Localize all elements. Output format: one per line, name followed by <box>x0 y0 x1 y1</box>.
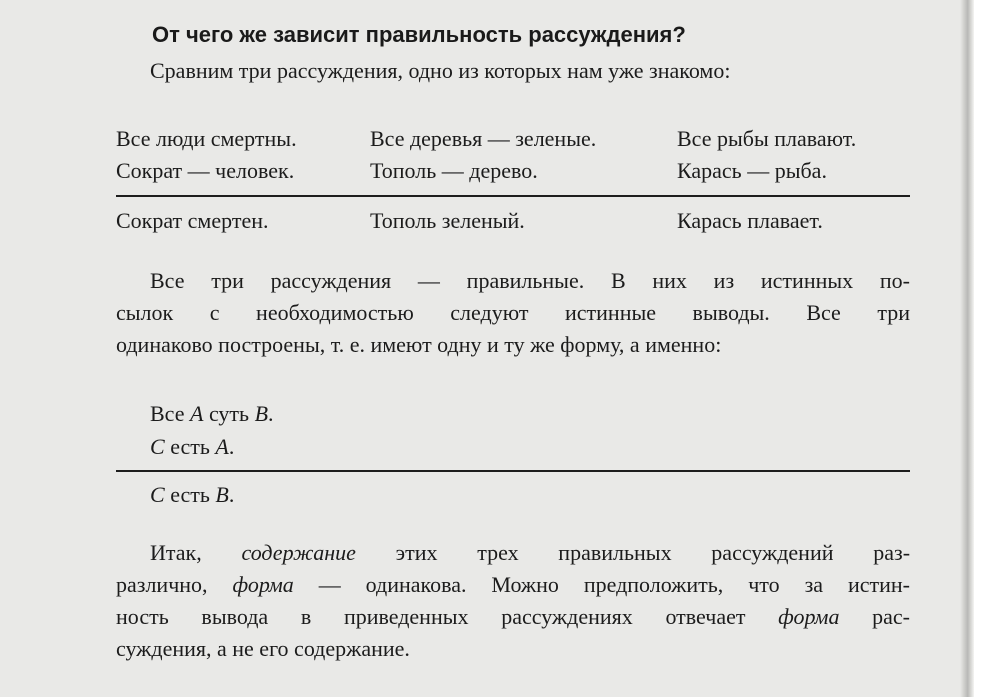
variable-b: B <box>215 482 229 507</box>
page-gutter-shadow <box>960 0 974 697</box>
syllogism-3-premise-1: Все рыбы плавают. <box>677 126 857 151</box>
period: . <box>228 482 235 507</box>
paragraph-2-line-1 <box>116 540 910 566</box>
word-are: суть <box>208 401 250 426</box>
text-fragment: Итак, <box>150 540 202 565</box>
text-fragment: — одинакова. Можно предположить, что за истин- <box>318 572 911 597</box>
variable-c: C <box>150 434 165 459</box>
period: . <box>268 401 274 426</box>
word-is: есть <box>170 434 210 459</box>
variable-a: A <box>189 401 204 426</box>
paragraph-2-line-2 <box>116 572 910 598</box>
form-premise-2 <box>150 434 234 460</box>
word-is: есть <box>170 482 210 507</box>
paragraph-1-line-3: одинаково построены, т. е. имеют одну и ту же форму, а именно: <box>116 332 722 357</box>
syllogism-divider <box>116 195 910 197</box>
emphasis-form: форма <box>232 572 294 597</box>
syllogism-2-premise-1: Все деревья — зеленые. <box>370 126 597 151</box>
text-fragment: ность вывода в приведенных рассуждениях отвечает <box>116 604 746 629</box>
paragraph-2-line-4: суждения, а не его содержание. <box>116 636 410 661</box>
syllogism-2-premise-2: Тополь — дерево. <box>370 158 538 183</box>
intro-text: Сравним три рассуждения, одно из которых нам уже знакомо: <box>150 58 731 83</box>
syllogism-1-premise-1: Все люди смертны. <box>116 126 297 151</box>
emphasis-content: содержание <box>241 540 356 565</box>
variable-b: B <box>254 401 269 426</box>
text-fragment: рас- <box>872 604 911 629</box>
period: . <box>228 434 235 459</box>
form-premise-1 <box>150 401 274 427</box>
syllogism-2-conclusion: Тополь зеленый. <box>370 208 525 233</box>
syllogism-1-premise-2: Сократ — человек. <box>116 158 295 183</box>
form-divider <box>116 470 910 472</box>
section-heading: От чего же зависит правильность рассуждения? <box>152 22 686 47</box>
text-fragment: этих трех правильных рассуждений раз- <box>395 540 911 565</box>
emphasis-form: форма <box>778 604 840 629</box>
variable-a: A <box>215 434 229 459</box>
form-conclusion <box>150 482 234 508</box>
paragraph-2-line-3 <box>116 604 910 630</box>
word-all: Все <box>150 401 185 426</box>
paragraph-1-line-1: Все три рассуждения — правильные. В них из истинных по- <box>150 268 910 293</box>
syllogism-1-conclusion: Сократ смертен. <box>116 208 269 233</box>
syllogism-3-conclusion: Карась плавает. <box>677 208 823 233</box>
paragraph-1-line-2: сылок с необходимостью следуют истинные выводы. Все три <box>116 300 910 325</box>
variable-c: C <box>150 482 165 507</box>
text-fragment: различно, <box>116 572 208 597</box>
syllogism-3-premise-2: Карась — рыба. <box>677 158 827 183</box>
